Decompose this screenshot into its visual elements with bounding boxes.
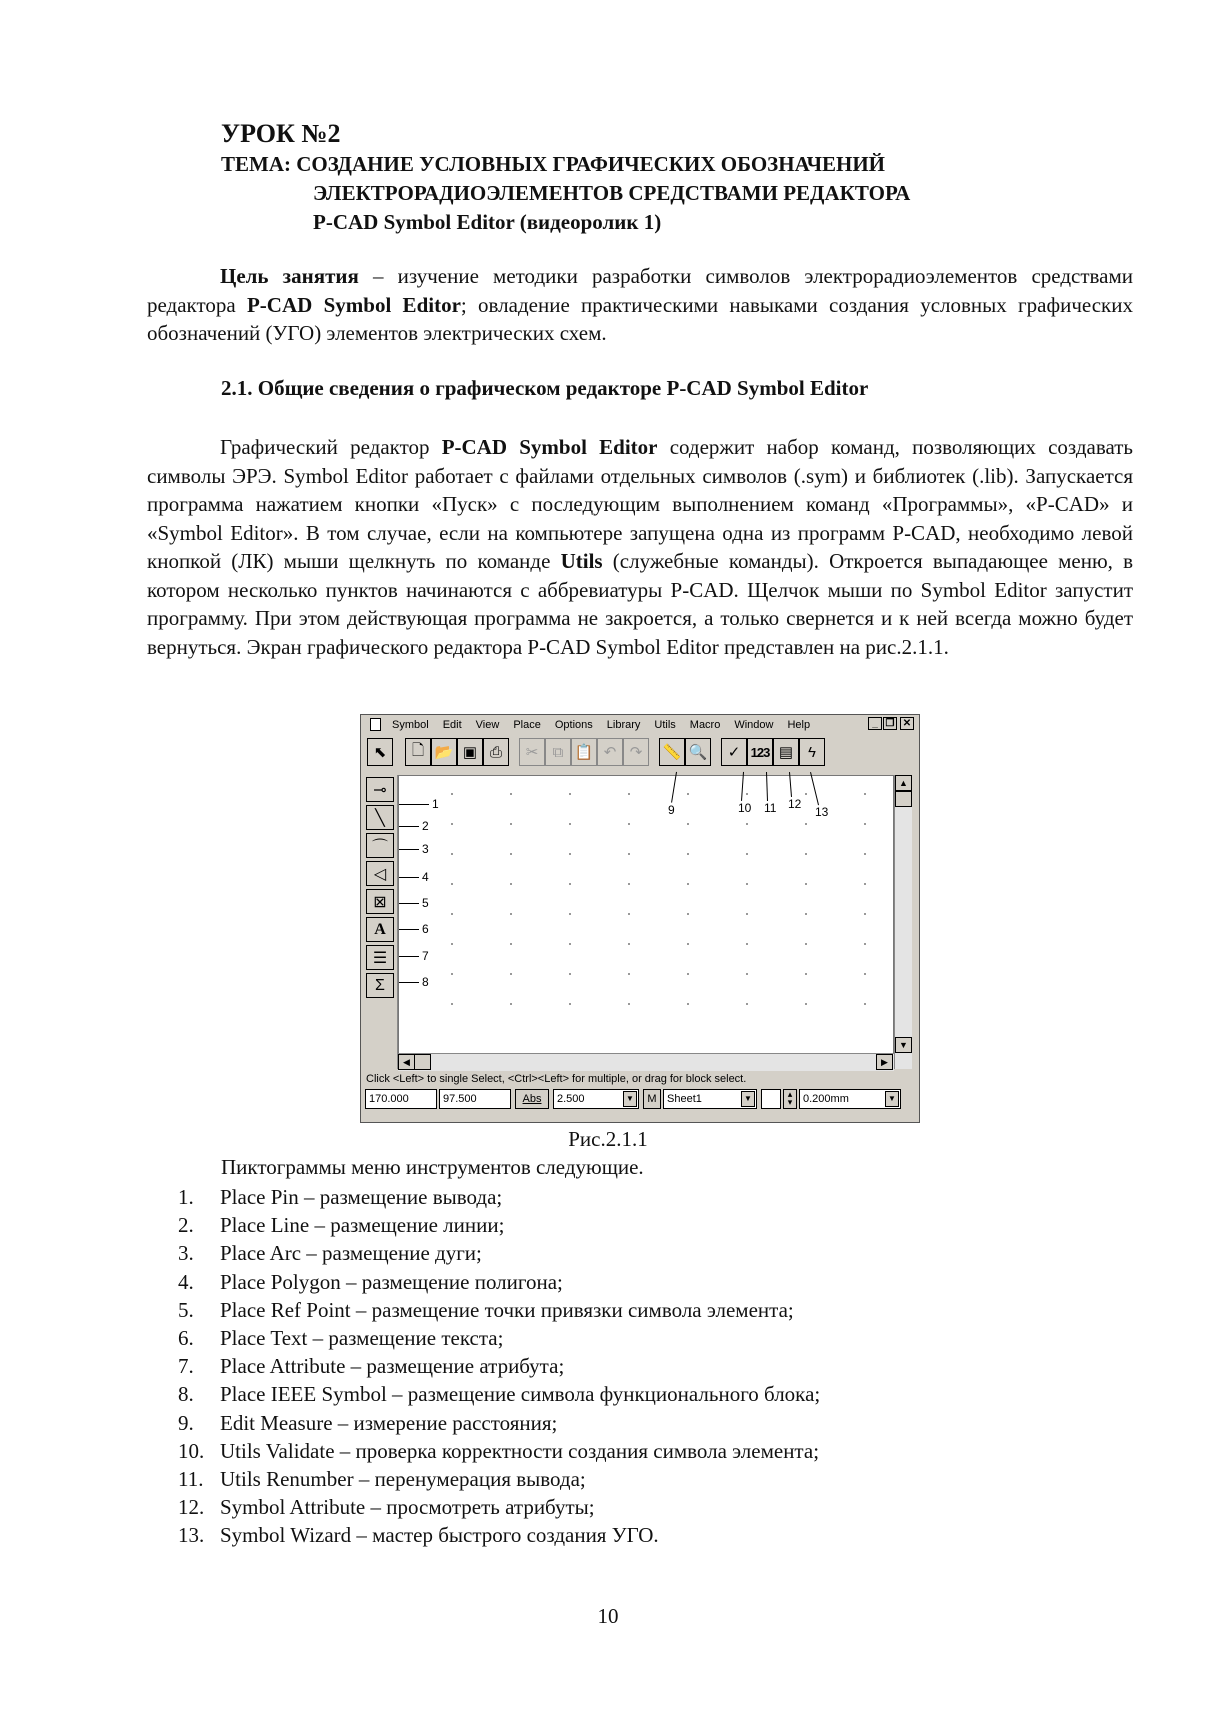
undo-icon[interactable]: ↶ bbox=[597, 738, 623, 766]
grid-dot bbox=[746, 1003, 748, 1005]
callout-leader bbox=[399, 903, 419, 904]
list-item bbox=[178, 1268, 820, 1296]
list-item-text: Place Arc – размещение дуги; bbox=[220, 1241, 482, 1266]
grid-dot bbox=[864, 913, 866, 915]
list-item-number: 1. bbox=[178, 1185, 194, 1209]
callout-label: 12 bbox=[788, 797, 802, 811]
callout-label: 8 bbox=[422, 975, 429, 989]
pcad-window-figure bbox=[360, 714, 920, 1123]
grid-dot bbox=[864, 973, 866, 975]
symbol-wizard-icon[interactable]: ϟ bbox=[799, 738, 825, 766]
open-folder-icon[interactable]: 📂 bbox=[431, 738, 457, 766]
grid-dot bbox=[569, 883, 571, 885]
drawing-canvas[interactable] bbox=[398, 775, 894, 1069]
grid-dot bbox=[687, 1003, 689, 1005]
place-attribute-icon[interactable]: ☰ bbox=[366, 945, 394, 970]
grid-dot bbox=[687, 943, 689, 945]
list-item-text: Place Pin – размещение вывода; bbox=[220, 1185, 503, 1209]
place-polygon-icon[interactable]: ◁ bbox=[366, 861, 394, 886]
callout-leader bbox=[399, 956, 419, 957]
place-text-icon[interactable]: A bbox=[366, 917, 394, 942]
grid-dot bbox=[510, 973, 512, 975]
grid-dropdown-icon[interactable]: ▼ bbox=[623, 1091, 637, 1107]
list-item-number: 7. bbox=[178, 1354, 194, 1379]
grid-dot bbox=[687, 973, 689, 975]
grid-dot bbox=[805, 823, 807, 825]
save-icon[interactable]: ▣ bbox=[457, 738, 483, 766]
menu-edit[interactable]: Edit bbox=[442, 719, 462, 731]
list-item-text: Place IEEE Symbol – размещение символа функционального блока; bbox=[220, 1382, 821, 1407]
list-item-number: 12. bbox=[178, 1495, 205, 1520]
grid-dot bbox=[628, 913, 630, 915]
body-program-name: P-CAD Symbol Editor bbox=[441, 435, 658, 459]
list-item-number: 2. bbox=[178, 1213, 194, 1238]
list-item-number: 6. bbox=[178, 1326, 194, 1351]
topic-line-1: ТЕМА: СОЗДАНИЕ УСЛОВНЫХ ГРАФИЧЕСКИХ ОБОЗНАЧЕНИЙ bbox=[221, 152, 886, 176]
place-line-icon[interactable]: ╲ bbox=[366, 805, 394, 830]
grid-dot bbox=[510, 853, 512, 855]
list-item-text: Utils Validate – проверка корректности создания символа элемента; bbox=[220, 1438, 820, 1463]
hscroll-thumb[interactable] bbox=[414, 1054, 431, 1070]
callout-label: 13 bbox=[815, 805, 829, 819]
grid-dot bbox=[628, 853, 630, 855]
grid-dot bbox=[628, 1003, 630, 1005]
list-item-number: 11. bbox=[178, 1467, 204, 1492]
validate-check-icon[interactable]: ✓ bbox=[721, 738, 747, 766]
callout-leader bbox=[399, 849, 419, 850]
grid-dot bbox=[569, 1003, 571, 1005]
document-icon bbox=[370, 718, 381, 731]
grid-dot bbox=[451, 823, 453, 825]
list-item bbox=[178, 1352, 820, 1380]
grid-dot bbox=[746, 943, 748, 945]
spin-icon[interactable]: ▴ ▾ bbox=[783, 1089, 797, 1109]
list-item-text: Place Attribute – размещение атрибута; bbox=[220, 1354, 565, 1379]
list-item-number: 13. bbox=[178, 1523, 205, 1548]
grid-dot bbox=[510, 793, 512, 795]
grid-dot bbox=[451, 793, 453, 795]
grid-dot bbox=[805, 793, 807, 795]
paste-icon[interactable]: 📋 bbox=[571, 738, 597, 766]
goal-text-1: – изучение методики разработки символов электрорадиоэлементов средствами редактора bbox=[147, 264, 1133, 317]
grid-dot bbox=[451, 1003, 453, 1005]
list-item-text: Place Line – размещение линии; bbox=[220, 1213, 505, 1238]
grid-dot bbox=[746, 883, 748, 885]
grid-dot bbox=[628, 883, 630, 885]
menu-window[interactable]: Window bbox=[734, 719, 774, 731]
menu-place[interactable]: Place bbox=[513, 719, 541, 731]
tool-list bbox=[178, 1183, 820, 1550]
symbol-attribute-icon[interactable]: ▤ bbox=[773, 738, 799, 766]
width-dropdown-icon[interactable]: ▼ bbox=[885, 1091, 899, 1107]
y-coordinate-field[interactable]: 97.500 bbox=[439, 1089, 511, 1109]
callout-leader bbox=[399, 877, 419, 878]
list-item bbox=[178, 1239, 820, 1267]
line-width-select[interactable]: 0.200mm ▼ bbox=[799, 1089, 901, 1109]
grid-dot bbox=[687, 883, 689, 885]
place-ref-point-icon[interactable]: ⊠ bbox=[366, 889, 394, 914]
body-utils: Utils bbox=[560, 549, 603, 573]
page-number: 10 bbox=[597, 1604, 619, 1628]
grid-dot bbox=[864, 853, 866, 855]
list-intro: Пиктограммы меню инструментов следующие. bbox=[221, 1155, 644, 1179]
list-item-text: Place Ref Point – размещение точки привязки символа элемента; bbox=[220, 1297, 794, 1322]
section-title: 2.1. Общие сведения о графическом редакторе P-CAD Symbol Editor bbox=[221, 376, 869, 400]
grid-dot bbox=[864, 883, 866, 885]
list-item-text: Utils Renumber – перенумерация вывода; bbox=[220, 1467, 586, 1492]
grid-dot bbox=[569, 793, 571, 795]
callout-leader bbox=[766, 772, 768, 801]
grid-dot bbox=[510, 883, 512, 885]
list-item-number: 4. bbox=[178, 1269, 194, 1294]
m-button[interactable]: M bbox=[643, 1089, 661, 1109]
list-item bbox=[178, 1437, 820, 1465]
grid-dot bbox=[805, 1003, 807, 1005]
grid-dot bbox=[746, 793, 748, 795]
callout-leader bbox=[399, 929, 419, 930]
menu-library[interactable]: Library bbox=[606, 719, 641, 731]
list-item bbox=[178, 1493, 820, 1521]
grid-dot bbox=[805, 883, 807, 885]
scroll-up-icon[interactable]: ▲ bbox=[895, 775, 912, 791]
scroll-left-icon[interactable]: ◀ bbox=[398, 1054, 415, 1070]
grid-dot bbox=[805, 973, 807, 975]
status-line: Click <Left> to single Select, <Ctrl><Left> for multiple, or drag for block select. bbox=[366, 1073, 747, 1085]
lesson-title: УРОК №2 bbox=[221, 119, 341, 148]
list-item bbox=[178, 1296, 820, 1324]
goal-paragraph bbox=[147, 262, 1133, 348]
grid-dot bbox=[510, 943, 512, 945]
menu-macro[interactable]: Macro bbox=[689, 719, 721, 731]
redo-icon[interactable]: ↷ bbox=[623, 738, 649, 766]
place-arc-icon[interactable]: ⌒ bbox=[366, 833, 394, 858]
zoom-icon[interactable]: 🔍 bbox=[685, 738, 711, 766]
color-swatch[interactable] bbox=[761, 1089, 781, 1109]
goal-lead: Цель занятия bbox=[220, 264, 359, 288]
grid-dot bbox=[569, 973, 571, 975]
menu-symbol[interactable]: Symbol bbox=[392, 719, 429, 731]
callout-leader bbox=[671, 772, 677, 803]
measure-icon[interactable]: 📏 bbox=[659, 738, 685, 766]
select-arrow-icon[interactable]: ⬉ bbox=[367, 738, 393, 766]
list-item-number: 3. bbox=[178, 1241, 194, 1266]
callout-label: 1 bbox=[432, 797, 439, 811]
callout-label: 11 bbox=[764, 801, 777, 815]
grid-dot bbox=[451, 883, 453, 885]
grid-dot bbox=[687, 793, 689, 795]
callout-label: 5 bbox=[422, 896, 429, 910]
menu-utils[interactable]: Utils bbox=[654, 719, 676, 731]
callout-leader bbox=[399, 804, 429, 805]
x-coordinate-field[interactable]: 170.000 bbox=[365, 1089, 437, 1109]
grid-dot bbox=[864, 943, 866, 945]
grid-dot bbox=[805, 913, 807, 915]
grid-dot bbox=[864, 1003, 866, 1005]
place-tools-palette bbox=[366, 775, 398, 1069]
scroll-right-icon[interactable]: ▶ bbox=[876, 1054, 893, 1070]
callout-label: 4 bbox=[422, 870, 429, 884]
grid-dot bbox=[805, 943, 807, 945]
goal-program-name: P-CAD Symbol Editor bbox=[246, 292, 461, 317]
menu-view[interactable]: View bbox=[475, 719, 500, 731]
grid-dot bbox=[864, 823, 866, 825]
place-ieee-symbol-icon[interactable]: Σ bbox=[366, 973, 394, 998]
list-item-text: Place Text – размещение текста; bbox=[220, 1326, 504, 1351]
menu-options[interactable]: Options bbox=[554, 719, 593, 731]
grid-select[interactable]: 2.500 ▼ bbox=[553, 1089, 639, 1109]
restore-icon[interactable]: ❐ bbox=[883, 717, 897, 730]
grid-dot bbox=[746, 913, 748, 915]
abs-button[interactable]: Abs bbox=[515, 1089, 549, 1109]
lesson-heading bbox=[221, 118, 910, 237]
grid-dot bbox=[628, 973, 630, 975]
grid-dot bbox=[569, 823, 571, 825]
topic-line-2: ЭЛЕКТРОРАДИОЭЛЕМЕНТОВ СРЕДСТВАМИ РЕДАКТОРА bbox=[313, 181, 911, 205]
list-item-number: 5. bbox=[178, 1297, 194, 1322]
callout-label: 2 bbox=[422, 819, 429, 833]
list-item bbox=[178, 1521, 820, 1549]
callout-label: 3 bbox=[422, 842, 429, 856]
list-item bbox=[178, 1409, 820, 1437]
goal-text-2: ; овладение практическими навыками создания условных графических обозначений (УГО) элементов электрических схем. bbox=[147, 292, 1133, 345]
list-item bbox=[178, 1211, 820, 1239]
body-text-1: Графический редактор bbox=[220, 435, 442, 459]
list-item bbox=[178, 1324, 820, 1352]
list-item bbox=[178, 1183, 820, 1211]
list-item-number: 8. bbox=[178, 1382, 194, 1407]
grid-dot bbox=[628, 793, 630, 795]
callout-leader bbox=[810, 772, 819, 805]
sheet-select[interactable]: Sheet1 ▼ bbox=[663, 1089, 757, 1109]
callout-leader bbox=[399, 982, 419, 983]
topic-line-3: P-CAD Symbol Editor (видеоролик 1) bbox=[313, 210, 662, 234]
list-item-number: 9. bbox=[178, 1410, 194, 1435]
scroll-thumb[interactable] bbox=[895, 791, 912, 807]
list-item-text: Symbol Wizard – мастер быстрого создания УГО. bbox=[220, 1523, 659, 1548]
grid-dot bbox=[451, 943, 453, 945]
grid-dot bbox=[569, 943, 571, 945]
menu-help[interactable]: Help bbox=[787, 719, 811, 731]
list-item-number: 10. bbox=[178, 1438, 205, 1463]
grid-dot bbox=[687, 823, 689, 825]
renumber-button[interactable]: 123 bbox=[747, 738, 773, 766]
callout-leader bbox=[789, 772, 792, 797]
grid-dot bbox=[864, 793, 866, 795]
grid-dot bbox=[451, 973, 453, 975]
horizontal-scrollbar[interactable] bbox=[398, 1053, 894, 1071]
figure-caption: Рис.2.1.1 bbox=[568, 1127, 648, 1151]
menu-bar bbox=[361, 715, 919, 736]
body-text-2: содержит набор команд, позволяющих создавать символы ЭРЭ. Symbol Editor работает с файлами отдельных символов (.sym) и библиотек (.lib). Запускается программа нажатием кнопки «Пуск» с последующим выполнением команд «Программы», «P-CAD» и «Symbol Editor». В том случае, если на компьютере запущена одна из программ P-CAD, необходимо левой кнопкой (ЛК) мыши щелкнуть по команде bbox=[147, 435, 1134, 573]
grid-dot bbox=[628, 823, 630, 825]
callout-leader bbox=[399, 826, 419, 827]
scroll-down-icon[interactable]: ▼ bbox=[895, 1037, 912, 1053]
callout-leader bbox=[741, 772, 744, 801]
callout-label: 7 bbox=[422, 949, 429, 963]
grid-dot bbox=[746, 973, 748, 975]
grid-dot bbox=[510, 1003, 512, 1005]
callout-label: 9 bbox=[668, 803, 675, 817]
grid-dot bbox=[746, 823, 748, 825]
grid-dot bbox=[687, 913, 689, 915]
minimize-icon[interactable]: _ bbox=[868, 717, 882, 730]
grid-dot bbox=[805, 853, 807, 855]
grid-dot bbox=[451, 853, 453, 855]
grid-dot bbox=[746, 853, 748, 855]
vertical-scrollbar[interactable] bbox=[894, 775, 912, 1069]
grid-dot bbox=[687, 853, 689, 855]
list-item-text: Symbol Attribute – просмотреть атрибуты; bbox=[220, 1495, 595, 1520]
grid-dot bbox=[628, 943, 630, 945]
callout-label: 6 bbox=[422, 922, 429, 936]
body-text-3: (служебные команды). Откроется выпадающее меню, в котором несколько пунктов начинаются с аббревиатуры P-CAD. Щелчок мыши по Symbol Editor запустит программу. При этом действующая программа не закроется, а только свернется и к ней всегда можно будет вернуться. Экран графического редактора P-CAD Symbol Editor представлен на рис.2.1.1. bbox=[147, 549, 1133, 659]
callout-label: 10 bbox=[738, 801, 752, 815]
list-item-text: Place Polygon – размещение полигона; bbox=[220, 1269, 563, 1294]
place-pin-icon[interactable]: ⊸ bbox=[366, 777, 394, 802]
copy-icon[interactable]: ⧉ bbox=[545, 738, 571, 766]
grid-dot bbox=[451, 913, 453, 915]
sheet-dropdown-icon[interactable]: ▼ bbox=[741, 1091, 755, 1107]
list-item bbox=[178, 1465, 820, 1493]
grid-dot bbox=[569, 853, 571, 855]
list-item bbox=[178, 1380, 820, 1408]
body-paragraph bbox=[147, 433, 1133, 661]
grid-dot bbox=[569, 913, 571, 915]
cut-icon[interactable]: ✂ bbox=[519, 738, 545, 766]
close-icon[interactable]: ✕ bbox=[900, 717, 914, 730]
grid-dot bbox=[510, 913, 512, 915]
print-icon[interactable]: ⎙ bbox=[483, 738, 509, 766]
new-file-icon[interactable]: 🗋 bbox=[405, 738, 431, 766]
grid-dot bbox=[510, 823, 512, 825]
list-item-text: Edit Measure – измерение расстояния; bbox=[220, 1410, 558, 1435]
